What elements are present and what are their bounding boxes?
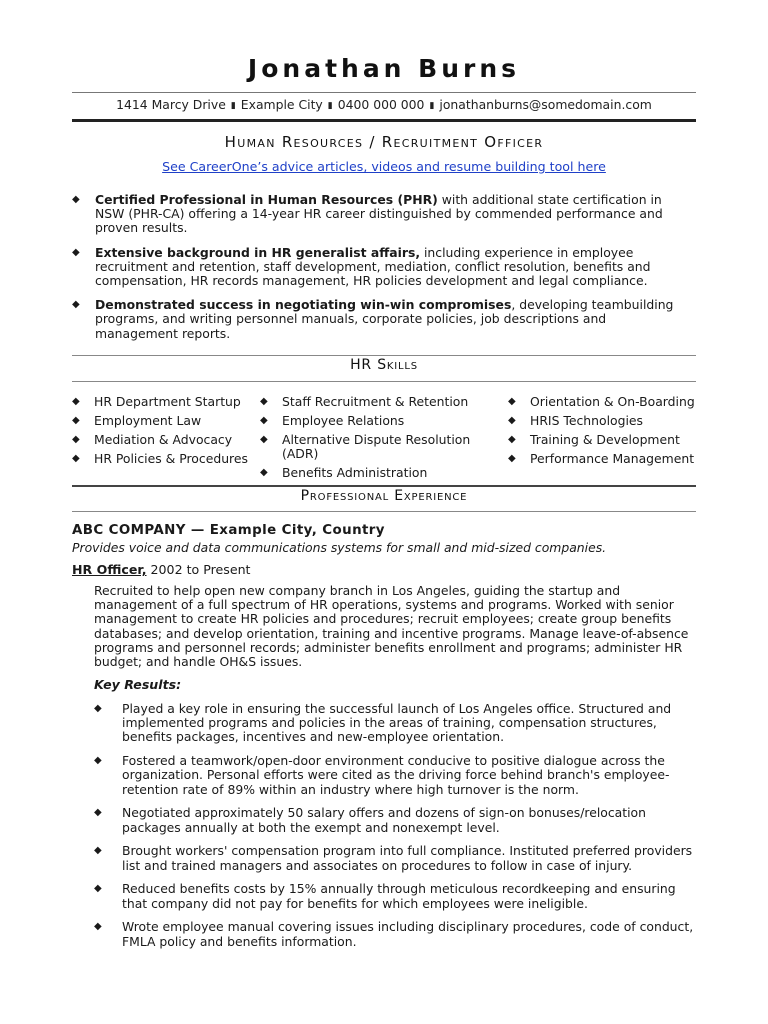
diamond-bullet-icon: ◆ [94, 883, 102, 895]
summary-highlight: Extensive background in HR generalist affairs, [95, 244, 421, 260]
diamond-bullet-icon: ◆ [94, 807, 102, 819]
diamond-bullet-icon: ◆ [94, 921, 102, 933]
skills-heading: HR Skills [350, 357, 418, 373]
diamond-bullet-icon: ◆ [72, 246, 80, 258]
experience-heading: Professional Experience [300, 488, 468, 504]
skill-label: Orientation & On-Boarding [530, 394, 695, 409]
diamond-bullet-icon: ◆ [72, 434, 80, 445]
diamond-bullet-icon: ◆ [508, 434, 516, 445]
result-text: Reduced benefits costs by 15% annually through meticulous recordkeeping and ensuring that company did not pay for benefits for which employees were ineligible. [122, 881, 676, 911]
email: jonathanburns@somedomain.com [439, 97, 652, 112]
diamond-bullet-icon: ◆ [260, 434, 268, 445]
experience-bottom-rule [72, 511, 696, 512]
result-text: Fostered a teamwork/open-door environment conducive to positive dialogue across the organization. Personal efforts were cited as the driving force behind branch's employee-retention rate of 89% within an industry where high turnover is the norm. [122, 753, 670, 797]
list-item [72, 395, 252, 409]
key-results-label: Key Results: [94, 677, 182, 692]
list-item [72, 193, 692, 236]
summary-text: with additional state certification in NSW (PHR-CA) offering a 14-year HR career distinguished by commended performance and proven results. [95, 192, 663, 236]
diamond-bullet-icon: ◆ [94, 755, 102, 767]
header-top-rule [72, 92, 696, 93]
diamond-bullet-icon: ◆ [94, 703, 102, 714]
skills-bottom-rule [72, 381, 696, 382]
key-results-list [94, 702, 698, 958]
company-description: Provides voice and data communications systems for small and mid-sized companies. [72, 540, 607, 555]
company-name: ABC COMPANY — Example City, Country [72, 523, 385, 538]
result-text: Played a key role in ensuring the successful launch of Los Angeles office. Structured and implemented programs and policies in the areas of training, compensation structures, benefits packages, incentives and new-employee orientation. [122, 701, 672, 745]
skill-label: Training & Development [530, 432, 680, 447]
list-item [260, 466, 480, 480]
role-title: HR Officer, [72, 562, 147, 577]
list-item [72, 246, 692, 289]
skill-label: Performance Management [530, 451, 695, 466]
summary-highlight: Demonstrated success in negotiating win-win compromises [95, 297, 512, 313]
list-item [94, 702, 698, 745]
separator-icon: ▮ [230, 101, 236, 111]
diamond-bullet-icon: ◆ [508, 453, 516, 464]
role-dates: 2002 to Present [146, 562, 251, 577]
skills-top-rule [72, 355, 696, 356]
role-line [72, 562, 251, 577]
diamond-bullet-icon: ◆ [508, 415, 516, 426]
header-bottom-rule [72, 119, 696, 122]
list-item [94, 754, 698, 797]
list-item [94, 806, 698, 834]
summary-highlight: Certified Professional in Human Resources (PHR) [95, 192, 438, 207]
address: 1414 Marcy Drive [116, 97, 226, 112]
list-item [94, 920, 698, 948]
skills-column-3 [508, 395, 696, 471]
candidate-name: Jonathan Burns [247, 54, 521, 83]
diamond-bullet-icon: ◆ [72, 396, 80, 407]
diamond-bullet-icon: ◆ [260, 396, 268, 407]
list-item [260, 414, 480, 428]
diamond-bullet-icon: ◆ [72, 453, 80, 464]
city: Example City [240, 97, 323, 112]
skill-label: Employee Relations [282, 413, 405, 428]
skill-label: Alternative Dispute Resolution (ADR) [282, 432, 471, 461]
advice-link[interactable]: See CareerOne’s advice articles, videos and resume building tool here [162, 159, 606, 174]
contact-line [0, 97, 768, 112]
separator-icon: ▮ [429, 101, 435, 111]
list-item [72, 414, 252, 428]
diamond-bullet-icon: ◆ [260, 466, 268, 478]
list-item [72, 452, 252, 466]
diamond-bullet-icon: ◆ [72, 194, 80, 205]
list-item [508, 395, 696, 409]
list-item [94, 882, 698, 910]
diamond-bullet-icon: ◆ [508, 396, 516, 407]
diamond-bullet-icon: ◆ [94, 845, 102, 857]
skill-label: Mediation & Advocacy [94, 432, 233, 447]
diamond-bullet-icon: ◆ [72, 415, 80, 426]
list-item [508, 414, 696, 428]
result-text: Wrote employee manual covering issues including disciplinary procedures, code of conduct, FMLA policy and benefits information. [122, 919, 694, 949]
list-item [260, 395, 480, 409]
skill-label: Employment Law [94, 413, 202, 428]
skills-column-1 [72, 395, 252, 471]
summary-text: including experience in employee recruitment and retention, staff development, mediation, conflict resolution, benefits and compensation, HR records management, HR policies development and legal compliance. [95, 244, 651, 289]
skill-label: Staff Recruitment & Retention [282, 394, 469, 409]
phone: 0400 000 000 [337, 97, 425, 112]
list-item [72, 298, 692, 341]
list-item [508, 452, 696, 466]
list-item [508, 433, 696, 447]
diamond-bullet-icon: ◆ [72, 299, 80, 311]
skill-label: HRIS Technologies [530, 413, 643, 428]
separator-icon: ▮ [327, 101, 333, 111]
list-item [94, 844, 698, 872]
skill-label: Benefits Administration [282, 464, 428, 480]
result-text: Negotiated approximately 50 salary offers and dozens of sign-on bonuses/relocation packages annually at both the exempt and nonexempt level. [122, 805, 646, 835]
experience-top-rule [72, 485, 696, 487]
skills-column-2 [260, 395, 480, 485]
summary-text: , developing teambuilding programs, and writing personnel manuals, corporate policies, job descriptions and management reports. [95, 297, 674, 341]
role-summary: Recruited to help open new company branch in Los Angeles, guiding the startup and management of a full spectrum of HR operations, systems and programs. Worked with senior management to create HR policies and procedures; recruit employees; create group benefits databases; and develop orientation, training and incentive programs. Manage leave-of-absence programs and personnel records; administer benefits enrollment and programs; administer HR budget; and handle OH&S issues. [94, 583, 689, 670]
diamond-bullet-icon: ◆ [260, 415, 268, 426]
result-text: Brought workers' compensation program into full compliance. Instituted preferred providers list and trained managers and associates on procedures to follow in case of injury. [122, 843, 693, 873]
list-item [72, 433, 252, 447]
job-title: Human Resources / Recruitment Officer [224, 133, 544, 151]
skill-label: HR Department Startup [94, 394, 241, 409]
skill-label: HR Policies & Procedures [94, 451, 248, 466]
list-item [260, 433, 480, 460]
summary-bullets [72, 193, 692, 341]
